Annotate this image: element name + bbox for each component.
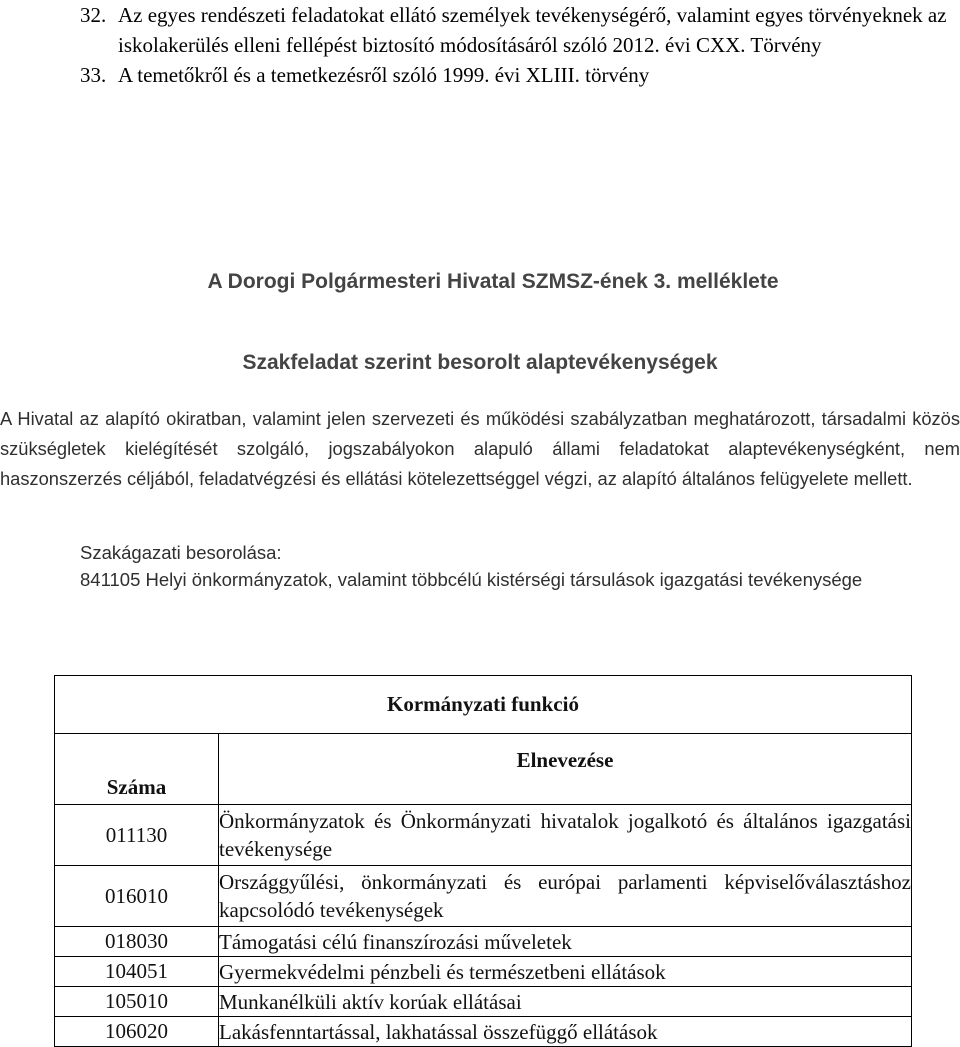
intro-paragraph: A Hivatal az alapító okiratban, valamint jelen szervezeti és működési szabályzatban meghatározott, társadalmi közös szükségletek kielégítését szolgáló, jogszabályokon alapuló állami feladatokat alaptevékenységként, nem haszonszerzés céljából, feladatvégzési és ellátási kötelezettséggel végzi, az alapító általános felügyelete mellett. bbox=[0, 408, 960, 489]
government-function-table bbox=[54, 675, 912, 1047]
table-header-row bbox=[55, 734, 912, 805]
table-row bbox=[55, 866, 912, 927]
function-name: Gyermekvédelmi pénzbeli és természetbeni ellátások bbox=[219, 957, 912, 987]
function-code: 011130 bbox=[55, 805, 219, 866]
section-title: Szakfeladat szerint besorolt alaptevékenységek bbox=[242, 351, 718, 374]
table-row bbox=[55, 1017, 912, 1047]
annex-title-text: A Dorogi Polgármesteri Hivatal SZMSZ-ének 3. melléklete bbox=[207, 270, 779, 293]
column-header-number: Száma bbox=[55, 734, 219, 805]
function-code: 018030 bbox=[55, 927, 219, 957]
law-number: 32. bbox=[80, 3, 107, 27]
function-name: Támogatási célú finanszírozási műveletek bbox=[219, 927, 912, 957]
function-name: Munkanélküli aktív korúak ellátásai bbox=[219, 987, 912, 1017]
table-row bbox=[55, 957, 912, 987]
sector-label: Szakágazati besorolása: bbox=[80, 542, 282, 563]
law-text: A temetőkről és a temetkezésről szóló 1999. évi XLIII. törvény bbox=[118, 63, 650, 87]
law-item-32 bbox=[80, 0, 950, 60]
law-number: 33. bbox=[80, 63, 107, 87]
law-list bbox=[80, 0, 950, 90]
table-title: Kormányzati funkció bbox=[55, 676, 912, 734]
table-row bbox=[55, 987, 912, 1017]
function-name: Lakásfenntartással, lakhatással összefüggő ellátások bbox=[219, 1017, 912, 1047]
law-item-33 bbox=[80, 60, 950, 90]
function-name: Országgyűlési, önkormányzati és európai parlamenti képviselőválasztáshoz kapcsolódó tevékenységek bbox=[219, 866, 912, 927]
annex-title bbox=[0, 270, 960, 294]
function-code: 104051 bbox=[55, 957, 219, 987]
table-row bbox=[55, 927, 912, 957]
function-code: 016010 bbox=[55, 866, 219, 927]
column-header-name: Elnevezése bbox=[219, 734, 912, 805]
sector-value: 841105 Helyi önkormányzatok, valamint többcélú kistérségi társulások igazgatási tevékenysége bbox=[80, 569, 863, 590]
function-name: Önkormányzatok és Önkormányzati hivatalok jogalkotó és általános igazgatási tevékenysége bbox=[219, 805, 912, 866]
table-row bbox=[55, 805, 912, 866]
function-code: 106020 bbox=[55, 1017, 219, 1047]
function-code: 105010 bbox=[55, 987, 219, 1017]
law-text: Az egyes rendészeti feladatokat ellátó személyek tevékenységérő, valamint egyes törvényeknek az iskolakerülés elleni fellépést biztosító módosításáról szóló 2012. évi CXX. Törvény bbox=[118, 3, 947, 57]
table-title-row bbox=[55, 676, 912, 734]
